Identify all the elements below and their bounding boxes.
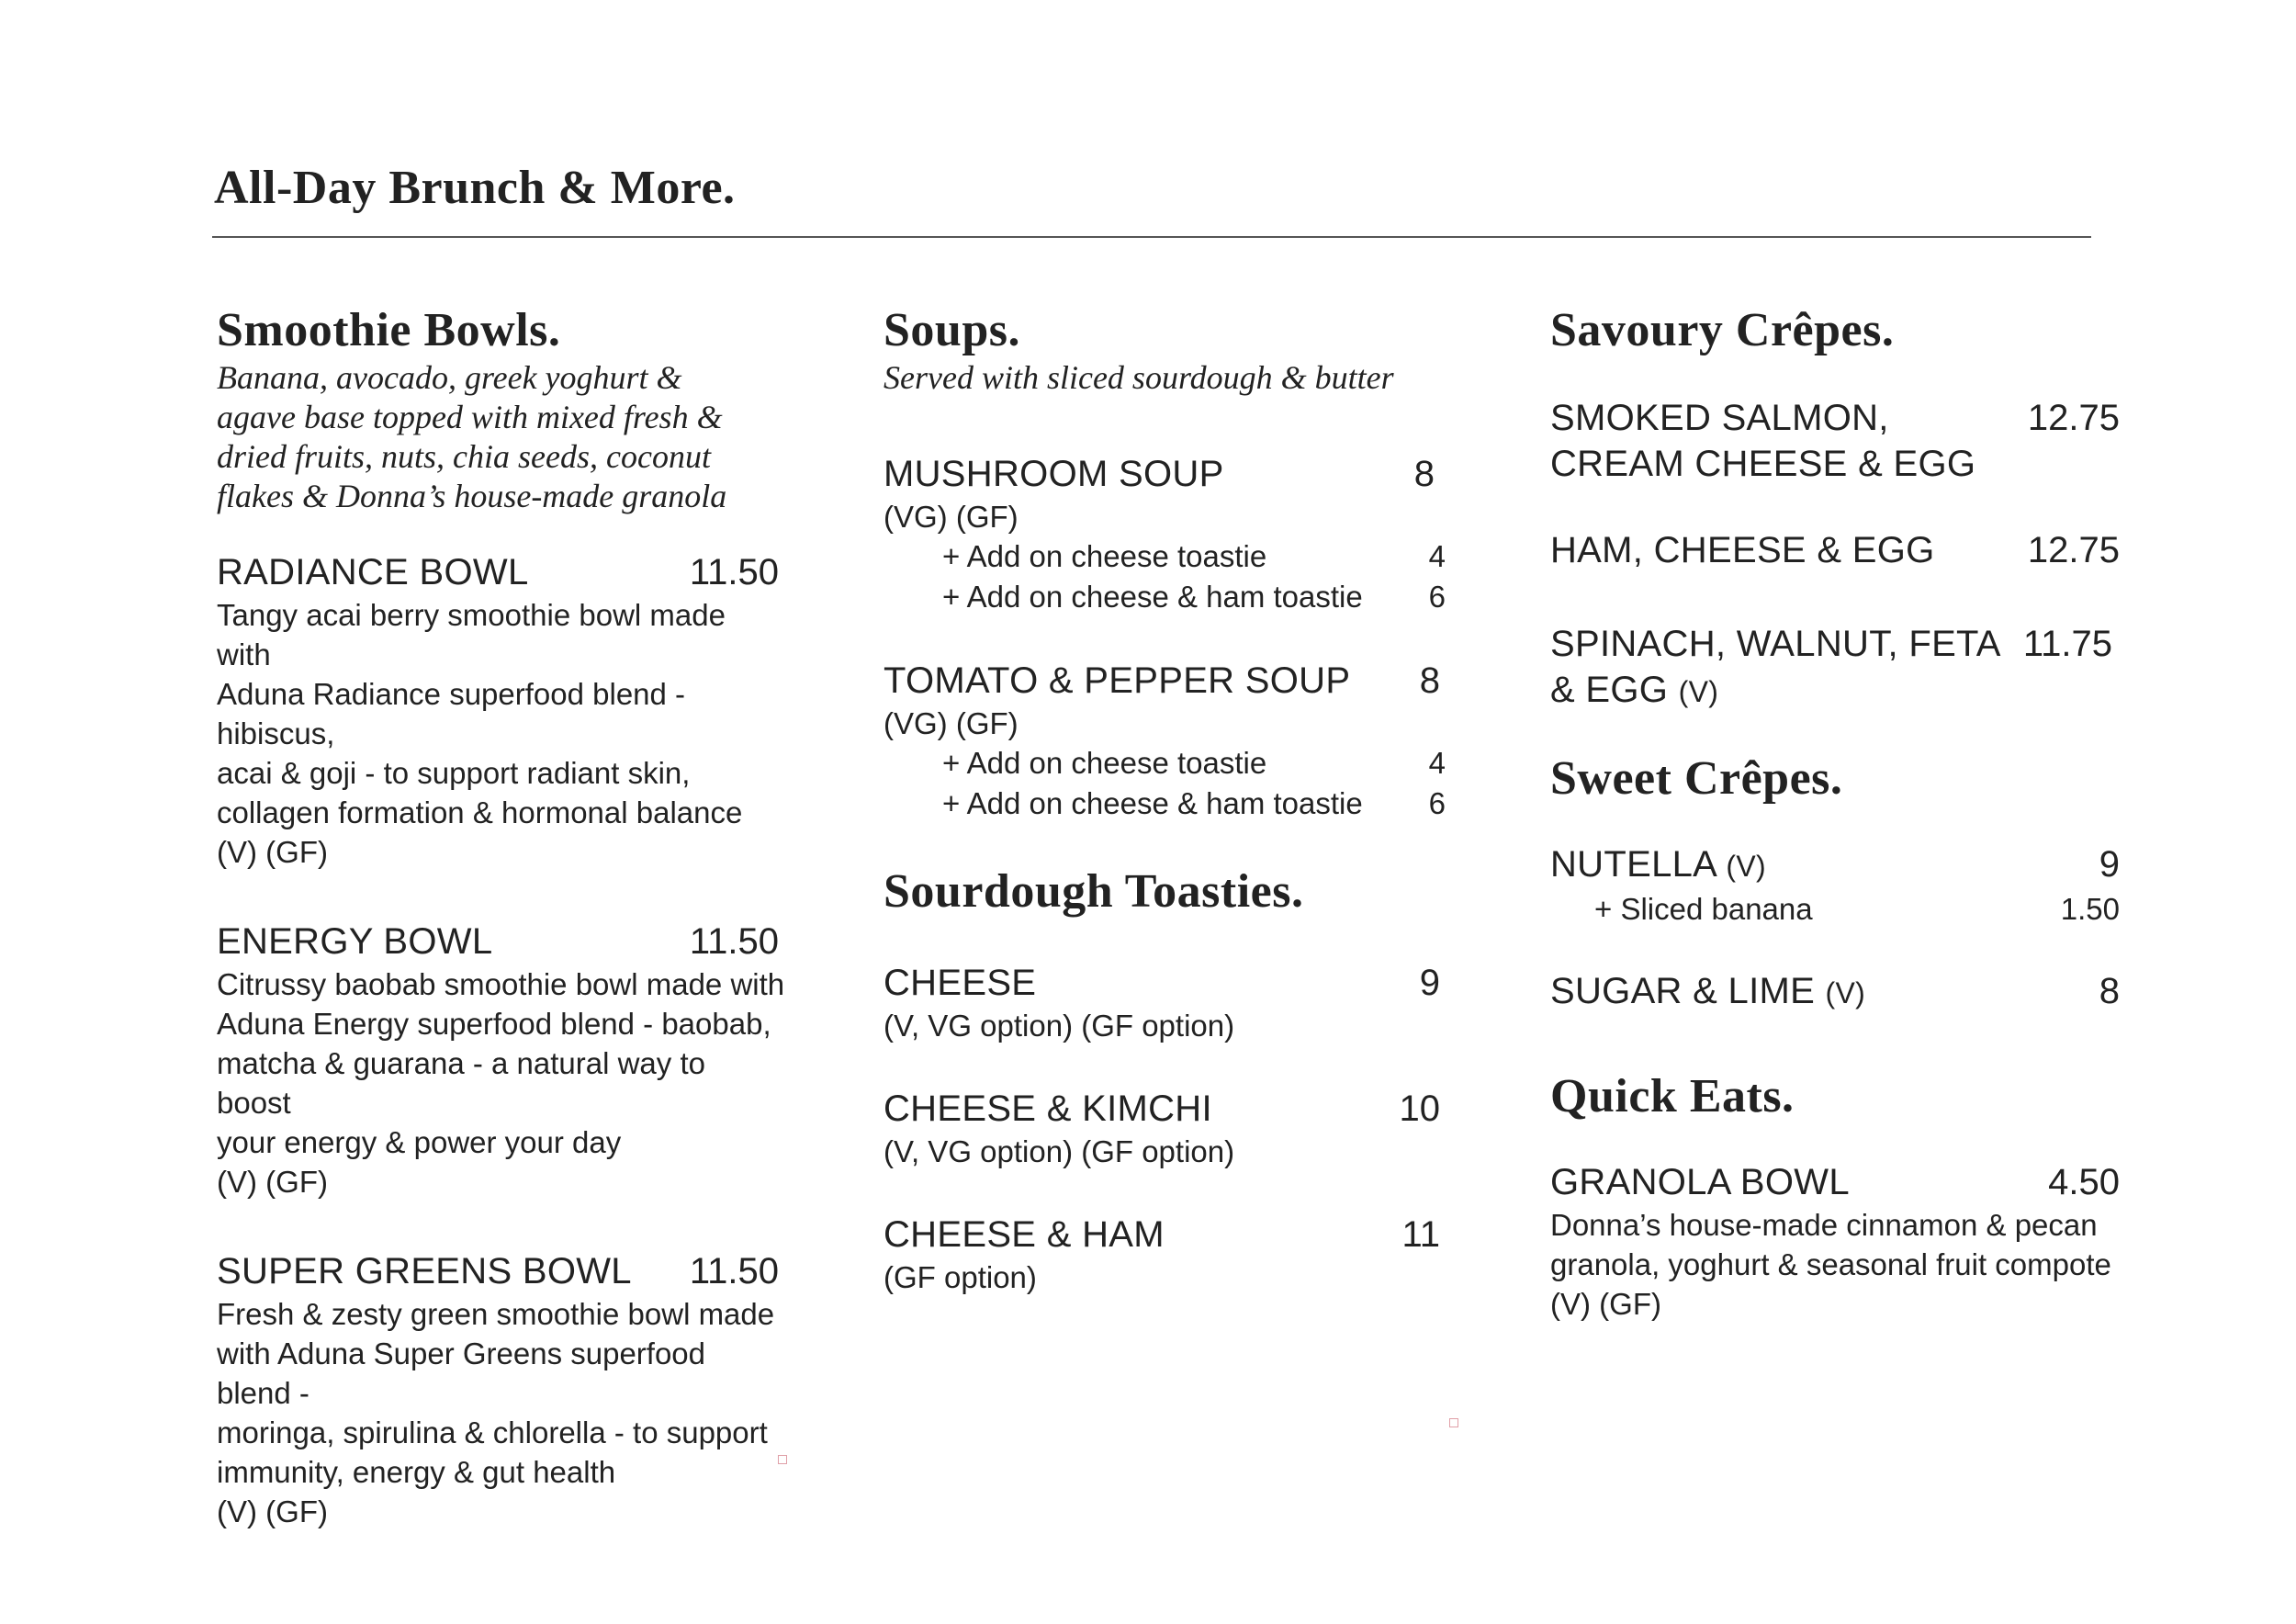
item-dietary-tags: (V) (GF)	[217, 835, 328, 869]
item-name: CHEESE & KIMCHI	[884, 1088, 1212, 1129]
item-price: 9	[1419, 963, 1440, 1003]
item-name: SUGAR & LIME	[1550, 971, 1816, 1011]
section-title-sweet-crepes: Sweet Crêpes.	[1550, 752, 1843, 805]
menu-item-ham-cheese-egg-crepe	[1550, 527, 2120, 573]
addon-row	[884, 536, 1446, 577]
addon-label: + Sliced banana	[1594, 892, 1813, 926]
addon-label: + Add on cheese & ham toastie	[942, 786, 1363, 820]
item-name: SMOKED SALMON,	[1550, 398, 1889, 438]
addon-label: + Add on cheese & ham toastie	[942, 580, 1363, 614]
menu-item-spinach-walnut-feta-crepe	[1550, 621, 2120, 715]
addon-row	[1550, 889, 2120, 930]
addon-price: 6	[1428, 580, 1446, 614]
item-diet-tag: (V)	[1726, 850, 1766, 883]
menu-item-energy-bowl	[217, 919, 786, 1201]
menu-item-mushroom-soup	[884, 451, 1446, 617]
item-dietary-tags: (VG) (GF)	[884, 706, 1019, 740]
subtitle-line: dried fruits, nuts, chia seeds, coconut	[217, 438, 711, 475]
item-name: CHEESE & HAM	[884, 1214, 1165, 1255]
registration-mark	[778, 1455, 787, 1464]
item-price: 12.75	[2027, 530, 2120, 570]
item-price: 12.75	[2027, 398, 2120, 438]
item-diet-tag: (V)	[1678, 675, 1719, 708]
item-name-group	[1550, 968, 1865, 1016]
menu-item-granola-bowl	[1550, 1159, 2120, 1324]
item-dietary-tags: (VG) (GF)	[884, 500, 1019, 534]
menu-item-cheese-ham-toastie	[884, 1212, 1446, 1297]
item-name-line: CREAM CHEESE & EGG	[1550, 444, 1976, 484]
column-smoothie-bowls	[217, 303, 786, 1531]
addon-price: 6	[1428, 786, 1446, 820]
addon-price: 4	[1428, 539, 1446, 573]
item-name: NUTELLA	[1550, 844, 1716, 885]
addon-label: + Add on cheese toastie	[942, 746, 1267, 780]
item-description-line: acai & goji - to support radiant skin,	[217, 756, 691, 790]
item-description-line: your energy & power your day	[217, 1125, 622, 1159]
registration-mark	[1449, 1418, 1458, 1427]
item-price: 11.50	[689, 921, 779, 962]
item-description-line: collagen formation & hormonal balance	[217, 795, 743, 829]
section-subtitle-smoothie-bowls	[217, 358, 786, 516]
section-title-quick-eats: Quick Eats.	[1550, 1070, 1795, 1122]
item-description-line: granola, yoghurt & seasonal fruit compote	[1550, 1247, 2111, 1281]
item-diet-tag: (V)	[1825, 976, 1866, 1009]
title-divider	[212, 236, 2091, 238]
item-dietary-tags: (V, VG option) (GF option)	[884, 1134, 1235, 1168]
item-name-line-text: & EGG	[1550, 670, 1669, 710]
item-description-line: Aduna Energy superfood blend - baobab,	[217, 1007, 771, 1041]
item-name-group	[1550, 841, 1766, 889]
section-title-soups: Soups.	[884, 304, 1020, 356]
item-name: SPINACH, WALNUT, FETA	[1550, 624, 2001, 664]
item-description-line: matcha & guarana - a natural way to boost	[217, 1046, 705, 1120]
column-soups-toasties	[884, 303, 1453, 1297]
item-description-line: moringa, spirulina & chlorella - to support	[217, 1415, 768, 1449]
item-description-line: Aduna Radiance superfood blend - hibiscus,	[217, 677, 686, 750]
item-price: 11.50	[689, 1251, 779, 1291]
addon-row	[884, 577, 1446, 617]
menu-item-radiance-bowl	[217, 549, 786, 872]
item-name: GRANOLA BOWL	[1550, 1162, 1850, 1202]
section-title-savoury-crepes: Savoury Crêpes.	[1550, 304, 1895, 356]
menu-item-sugar-lime-crepe	[1550, 968, 2120, 1016]
item-name: SUPER GREENS BOWL	[217, 1251, 632, 1291]
item-description-line: Donna’s house-made cinnamon & pecan	[1550, 1208, 2098, 1242]
item-dietary-tags: (GF option)	[884, 1260, 1037, 1294]
section-title-smoothie-bowls: Smoothie Bowls.	[217, 304, 561, 356]
item-dietary-tags: (V) (GF)	[217, 1165, 328, 1199]
item-price: 11.75	[2022, 624, 2112, 664]
section-title-sourdough-toasties: Sourdough Toasties.	[884, 865, 1304, 918]
menu-item-cheese-kimchi-toastie	[884, 1086, 1446, 1171]
item-name: HAM, CHEESE & EGG	[1550, 530, 1935, 570]
subtitle-line: flakes & Donna’s house-made granola	[217, 478, 727, 514]
addon-price: 4	[1428, 746, 1446, 780]
item-price: 8	[1413, 454, 1435, 494]
item-name: MUSHROOM SOUP	[884, 454, 1224, 494]
page-title: All-Day Brunch & More.	[214, 162, 736, 214]
item-name: TOMATO & PEPPER SOUP	[884, 660, 1351, 701]
menu-item-super-greens-bowl	[217, 1248, 786, 1531]
subtitle-line: agave base topped with mixed fresh &	[217, 399, 723, 435]
menu-item-cheese-toastie	[884, 960, 1446, 1045]
addon-label: + Add on cheese toastie	[942, 539, 1267, 573]
item-name-line	[1550, 667, 2120, 715]
item-description-line: Citrussy baobab smoothie bowl made with	[217, 967, 785, 1001]
addon-row	[884, 743, 1446, 784]
section-subtitle-soups: Served with sliced sourdough & butter	[884, 359, 1394, 396]
item-price: 11.50	[689, 552, 779, 592]
item-description-line: with Aduna Super Greens superfood blend -	[217, 1336, 706, 1410]
item-price: 9	[2099, 844, 2120, 885]
item-description-line: immunity, energy & gut health	[217, 1455, 616, 1489]
item-dietary-tags: (V, VG option) (GF option)	[884, 1009, 1235, 1043]
item-dietary-tags: (V) (GF)	[1550, 1287, 1661, 1321]
subtitle-line: Banana, avocado, greek yoghurt &	[217, 359, 682, 396]
item-price: 4.50	[2048, 1162, 2120, 1202]
item-price: 8	[1419, 660, 1440, 701]
item-name: CHEESE	[884, 963, 1037, 1003]
item-name: RADIANCE BOWL	[217, 552, 529, 592]
addon-row	[884, 784, 1446, 824]
item-description-line: Tangy acai berry smoothie bowl made with	[217, 598, 726, 671]
menu-item-tomato-pepper-soup	[884, 658, 1446, 824]
item-price: 8	[2099, 971, 2120, 1011]
item-price: 11	[1401, 1214, 1440, 1255]
menu-item-smoked-salmon-crepe	[1550, 395, 2120, 487]
item-dietary-tags: (V) (GF)	[217, 1494, 328, 1528]
item-description-line: Fresh & zesty green smoothie bowl made	[217, 1297, 775, 1331]
item-name: ENERGY BOWL	[217, 921, 493, 962]
column-crepes-quick-eats	[1550, 303, 2120, 1324]
menu-item-nutella-crepe	[1550, 841, 2120, 930]
addon-price: 1.50	[2060, 892, 2120, 926]
item-price: 10	[1399, 1088, 1440, 1129]
